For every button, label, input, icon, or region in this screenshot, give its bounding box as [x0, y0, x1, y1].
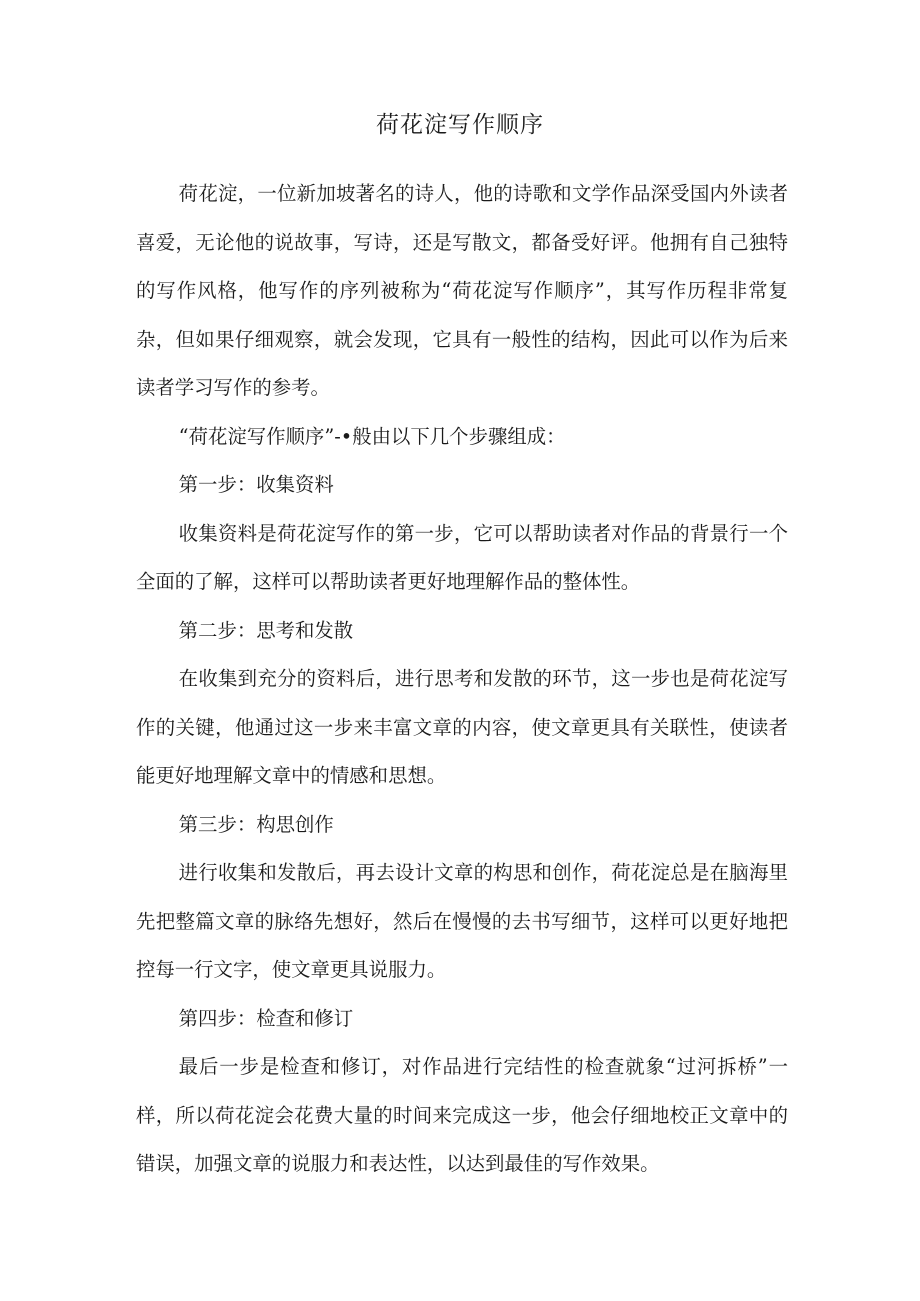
- paragraph-intro: 荷花淀，一位新加坡著名的诗人，他的诗歌和文学作品深受国内外读者喜爱，无论他的说故事，写诗，还是写散文，都备受好评。他拥有自己独特的写作风格，他写作的序列被称为“荷花淀写作顺序”，其写作历程非常复杂，但如果仔细观察，就会发现，它具有一般性的结构，因此可以作为后来读者学习写作的参考。: [136, 182, 788, 399]
- step-2-heading: 第二步：思考和发散: [178, 618, 354, 642]
- document-body: [136, 170, 788, 1189]
- step-1-paragraph: 收集资料是荷花淀写作的第一步，它可以帮助读者对作品的背景行一个全面的了解，这样可以帮助读者更好地理解作品的整体性。: [136, 521, 788, 593]
- step-3-heading: 第三步：构思创作: [178, 812, 334, 836]
- step-4-paragraph: 最后一步是检查和修订，对作品进行完结性的检查就象“过河拆桥”一样，所以荷花淀会花费大量的时间来完成这一步，他会仔细地校正文章中的错误，加强文章的说服力和表达性，以达到最佳的写作效果。: [136, 1055, 788, 1175]
- paragraph-steps-overview: “荷花淀写作顺序”-•般由以下几个步骤组成：: [178, 424, 566, 448]
- step-3-paragraph: 进行收集和发散后，再去设计文章的构思和创作，荷花淀总是在脑海里先把整篇文章的脉络先想好，然后在慢慢的去书写细节，这样可以更好地把控每一行文字，使文章更具说服力。: [136, 861, 788, 981]
- document-title: 荷花淀写作顺序: [376, 112, 544, 138]
- step-4-heading: 第四步：检查和修订: [178, 1006, 354, 1030]
- step-1-heading: 第一步：收集资料: [178, 473, 334, 496]
- step-2-paragraph: 在收集到充分的资料后，进行思考和发散的环节，这一步也是荷花淀写作的关键，他通过这一步来丰富文章的内容，使文章更具有关联性，使读者能更好地理解文章中的情感和思想。: [136, 667, 788, 787]
